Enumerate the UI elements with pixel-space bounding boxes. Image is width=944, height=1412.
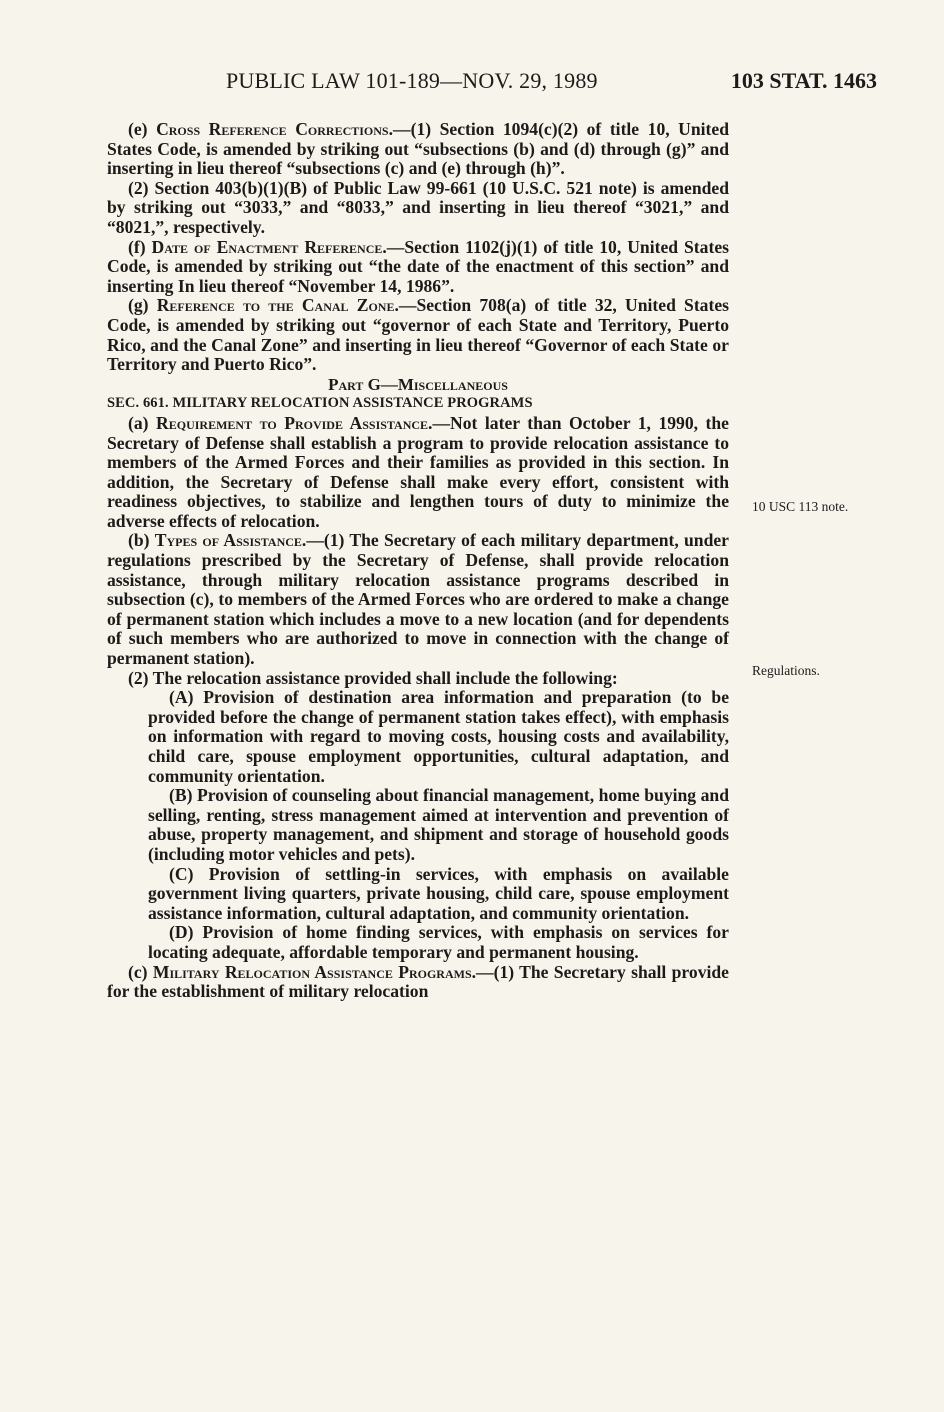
- part-heading: Part G—Miscellaneous: [328, 374, 508, 394]
- subsection-a-heading: Requirement to Provide Assistance.: [156, 412, 433, 433]
- subsection-a: [107, 414, 729, 532]
- section-g-heading: Reference to the Canal Zone.: [156, 295, 399, 316]
- subsection-b: [107, 531, 729, 668]
- subsection-a-text: —Not later than October 1, 1990, the Secretary of Defense shall establish a program to provide relocation assistance to members of the Armed Forces and their families as provided in this section. In addition, the Secretary of Defense shall make every effort, consistent with readiness objectives, to stabilize and lengthen tours of duty to minimize the adverse effects of relocation.: [107, 412, 729, 531]
- subsection-b-label: (b): [128, 530, 155, 551]
- running-head: PUBLIC LAW 101-189—NOV. 29, 1989: [226, 68, 598, 93]
- subsection-c-label: (c): [128, 961, 153, 982]
- subsection-b-text: —(1) The Secretary of each military department, under regulations prescribed by the Secretary of Defense, shall provide relocation assistance, through military relocation assistance programs described in subsection (c), to members of the Armed Forces who are ordered to make a change of permanent station which includes a move to a new location (and for dependents of such members who are authorized to move in connection with the change of permanent station).: [107, 530, 729, 669]
- margin-note-usc: 10 USC 113 note.: [752, 499, 849, 514]
- section-f-label: (f): [128, 236, 152, 257]
- subparagraph-c: (C) Provision of settling-in services, with emphasis on available government living quarters, private housing, child care, spouse employment assistance information, cultural adaptation, and community orientation.: [148, 863, 729, 923]
- section-f-paragraph: [107, 238, 729, 297]
- margin-note-regulations: Regulations.: [752, 663, 820, 678]
- subparagraph-a: (A) Provision of destination area information and preparation (to be provided before the change of permanent station takes effect), with emphasis on information with regard to moving costs, housing costs and availability, child care, spouse employment opportunities, cultural adaptation, and community orientation.: [148, 687, 729, 786]
- section-f-text: —Section 1102(j)(1) of title 10, United States Code, is amended by striking out “the date of the enactment of this section” and inserting In lieu thereof “November 14, 1986”.: [107, 236, 729, 296]
- subsection-c: [107, 963, 729, 1002]
- subsection-b-2: (2) The relocation assistance provided shall include the following:: [128, 667, 618, 688]
- section-heading: SEC. 661. MILITARY RELOCATION ASSISTANCE PROGRAMS: [107, 395, 533, 412]
- subsection-b-heading: Types of Assistance.: [154, 530, 307, 551]
- section-e-label: (e): [128, 119, 157, 139]
- section-g-label: (g): [128, 295, 157, 316]
- section-f-heading: Date of Enactment Reference.: [151, 236, 387, 257]
- subsection-c-heading: Military Relocation Assistance Programs.: [152, 961, 477, 982]
- subsection-a-label: (a): [128, 412, 157, 433]
- section-e-paragraph-2: (2) Section 403(b)(1)(B) of Public Law 99-661 (10 U.S.C. 521 note) is amended by striking out “3033,” and “8033,” and inserting in lieu thereof “3021,” and “8021,”, respectively.: [107, 177, 729, 237]
- stat-page-number: 103 STAT. 1463: [730, 68, 877, 93]
- subparagraph-d: (D) Provision of home finding services, with emphasis on services for locating adequate, affordable temporary and permanent housing.: [148, 922, 729, 962]
- section-g-paragraph: [107, 296, 729, 374]
- subparagraph-b: (B) Provision of counseling about financial management, home buying and selling, renting, stress management aimed at intervention and prevention of abuse, property management, and shipment and storage of household goods (including motor vehicles and pets).: [148, 785, 729, 864]
- section-e-heading: Cross Reference Corrections.: [156, 119, 393, 139]
- section-e-text: —(1) Section 1094(c)(2) of title 10, United States Code, is amended by striking out “subsections (b) and (d) through (g)” and inserting in lieu thereof “subsections (c) and (e) through (h)”.: [107, 119, 729, 179]
- section-e-paragraph-1: [107, 120, 729, 179]
- section-g-text: —Section 708(a) of title 32, United States Code, is amended by striking out “governor of each State and Territory, Puerto Rico, and the Canal Zone” and inserting in lieu thereof “Governor of each State or Territory and Puerto Rico”.: [107, 295, 729, 375]
- main-text: [107, 120, 729, 1002]
- subsection-c-text: —(1) The Secretary shall provide for the establishment of military relocation: [107, 961, 729, 1002]
